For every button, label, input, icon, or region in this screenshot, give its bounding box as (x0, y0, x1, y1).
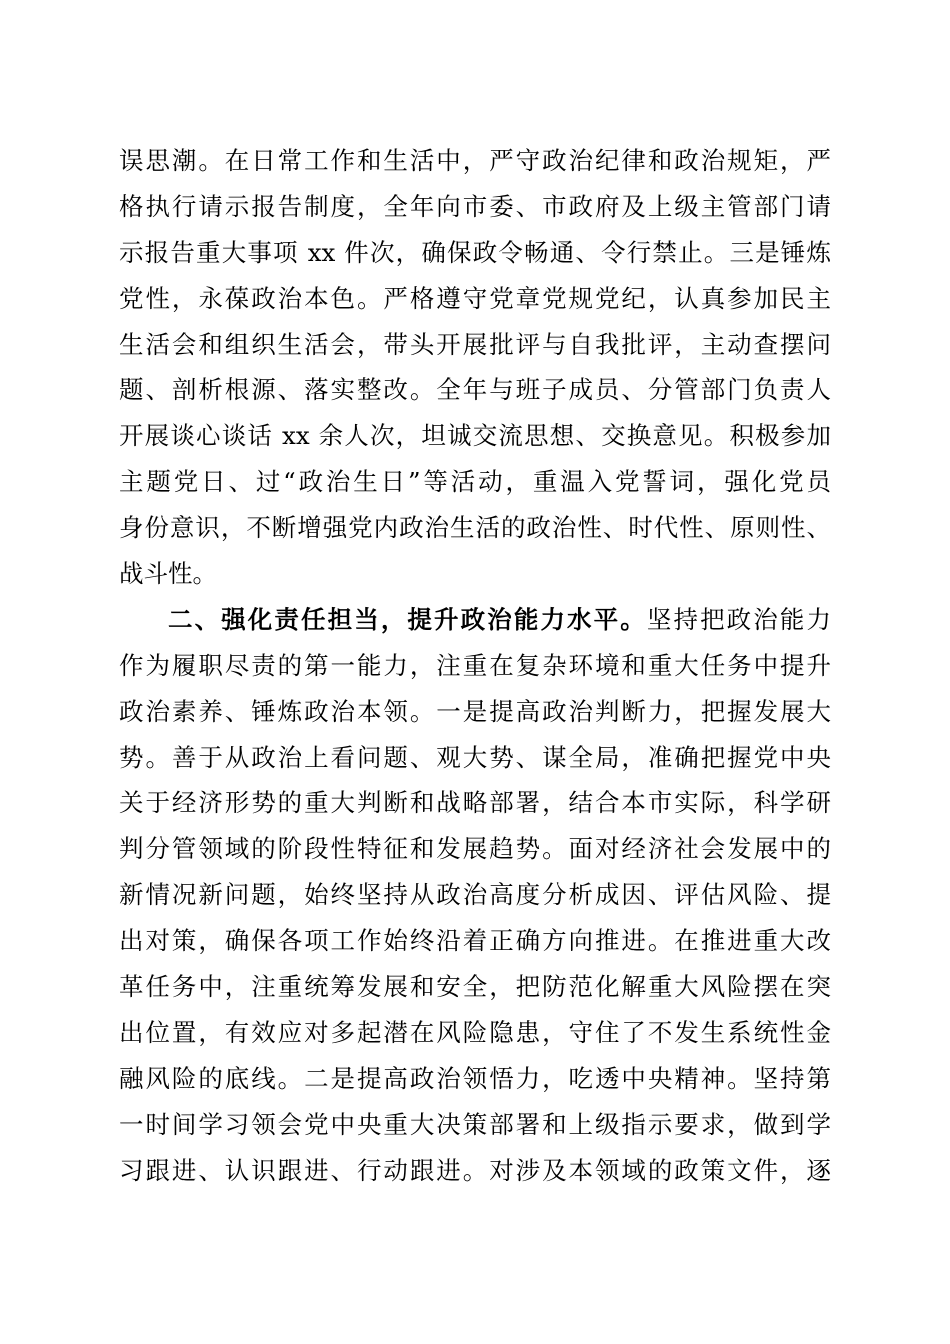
text-line: 融风险的底线。二是提高政治领悟力，吃透中央精神。坚持第 (119, 1063, 831, 1093)
text-line: 示报告重大事项 xx 件次，确保政令畅通、令行禁止。三是锤炼 (119, 237, 831, 267)
text-line: 主题党日、过“政治生日”等活动，重温入党誓词，强化党员 (119, 467, 831, 497)
text-line: 出位置，有效应对多起潜在风险隐患，守住了不发生系统性金 (119, 1017, 831, 1047)
text-line: 误思潮。在日常工作和生活中，严守政治纪律和政治规矩，严 (119, 146, 831, 175)
paragraph-1 (119, 138, 831, 597)
text-line: 一时间学习领会党中央重大决策部署和上级指示要求，做到学 (119, 1109, 831, 1139)
text-line: 生活会和组织生活会，带头开展批评与自我批评，主动查摆问 (119, 329, 831, 359)
text-line: 新情况新问题，始终坚持从政治高度分析成因、评估风险、提 (119, 880, 831, 910)
text-line: 习跟进、认识跟进、行动跟进。对涉及本领域的政策文件，逐 (119, 1155, 831, 1185)
text-line: 势。善于从政治上看问题、观大势、谋全局，准确把握党中央 (119, 742, 831, 772)
paragraph-2 (119, 597, 831, 1194)
text-line: 党性，永葆政治本色。严格遵守党章党规党纪，认真参加民主 (119, 283, 831, 313)
section-heading: 二、强化责任担当，提升政治能力水平。 (168, 604, 647, 634)
document-body (119, 138, 831, 1193)
text-line: 出对策，确保各项工作始终沿着正确方向推进。在推进重大改 (119, 926, 831, 956)
text-line: 革任务中，注重统筹发展和安全，把防范化解重大风险摆在突 (119, 972, 831, 1002)
text-line: 关于经济形势的重大判断和战略部署，结合本市实际，科学研 (119, 788, 831, 818)
text-line: 判分管领域的阶段性特征和发展趋势。面对经济社会发展中的 (119, 834, 831, 864)
text-line: 开展谈心谈话 xx 余人次，坦诚交流思想、交换意见。积极参加 (119, 421, 831, 451)
text-line: 题、剖析根源、落实整改。全年与班子成员、分管部门负责人 (119, 375, 831, 405)
text-line: 战斗性。 (119, 559, 217, 589)
text-line: 格执行请示报告制度，全年向市委、市政府及上级主管部门请 (119, 191, 831, 221)
text-line: 作为履职尽责的第一能力，注重在复杂环境和重大任务中提升 (119, 650, 831, 680)
text-line: 身份意识，不断增强党内政治生活的政治性、时代性、原则性、 (119, 513, 831, 543)
paragraph-2-first-line (119, 597, 831, 643)
heading-continuation: 坚持把政治能力 (646, 604, 831, 634)
text-line: 政治素养、锤炼政治本领。一是提高政治判断力，把握发展大 (119, 696, 831, 726)
